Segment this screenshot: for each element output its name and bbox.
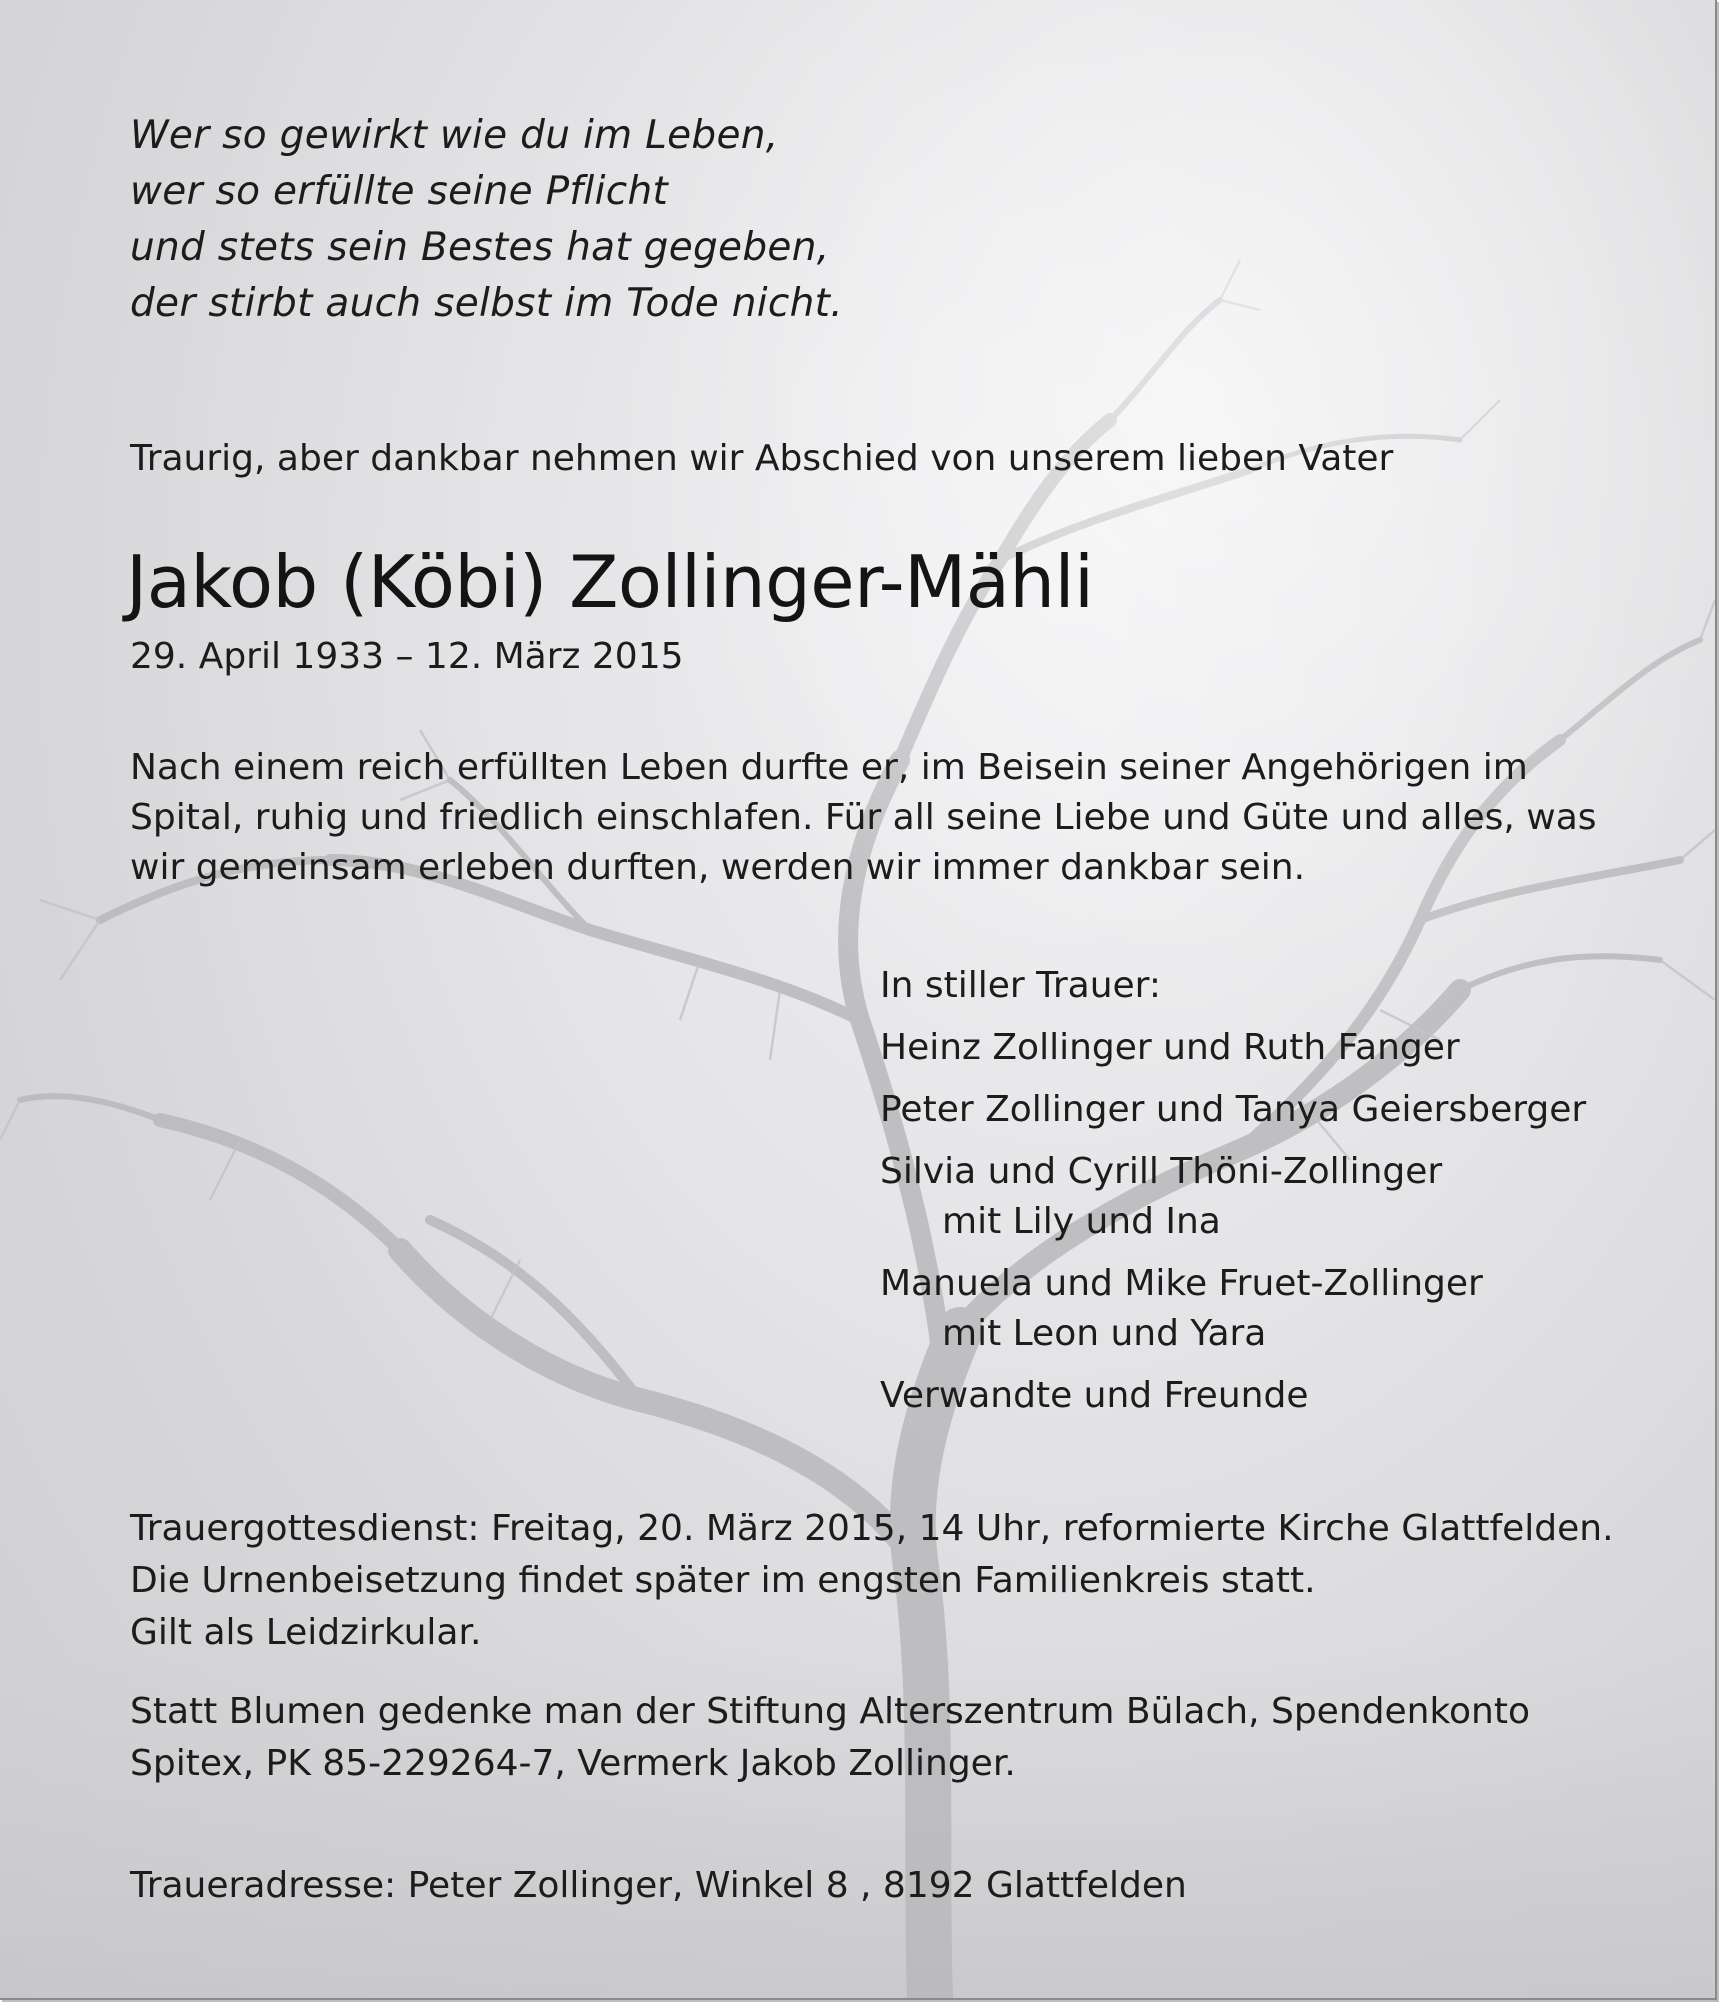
mourner-children: mit Leon und Yara <box>942 1313 1267 1354</box>
mourner-entry: Verwandte und Freunde <box>880 1375 1309 1416</box>
paragraph-line: wir gemeinsam erleben durften, werden wir immer dankbar sein. <box>130 847 1306 888</box>
mourner-entry: Manuela und Mike Fruet-Zollinger <box>880 1263 1483 1304</box>
mourner-entry: Heinz Zollinger und Ruth Fanger <box>880 1027 1460 1068</box>
mourning-address: Traueradresse: Peter Zollinger, Winkel 8 , 8192 Glattfelden <box>130 1865 1187 1906</box>
poem-line: wer so erfüllte seine Pflicht <box>130 169 669 214</box>
deceased-name: Jakob (Köbi) Zollinger-Mähli <box>126 540 1094 624</box>
tribute-paragraph <box>130 743 1597 893</box>
poem-line: der stirbt auch selbst im Tode nicht. <box>130 281 843 326</box>
life-dates: 29. April 1933 – 12. März 2015 <box>130 636 684 677</box>
service-line: Trauergottesdienst: Freitag, 20. März 2015, 14 Uhr, reformierte Kirche Glattfelden. <box>130 1508 1614 1549</box>
service-line: Gilt als Leidzirkular. <box>130 1612 482 1653</box>
funeral-service-info <box>130 1503 1614 1659</box>
memorial-poem <box>130 108 843 332</box>
mourner-entry: Silvia und Cyrill Thöni-Zollinger <box>880 1151 1443 1192</box>
mourner-children: mit Lily und Ina <box>942 1201 1221 1242</box>
paragraph-line: Spital, ruhig und friedlich einschlafen. Für all seine Liebe und Güte und alles, was <box>130 797 1597 838</box>
mourners-list <box>880 961 1586 1433</box>
donation-info <box>130 1686 1530 1790</box>
poem-line: Wer so gewirkt wie du im Leben, <box>130 113 779 158</box>
mourner-entry: Peter Zollinger und Tanya Geiersberger <box>880 1089 1587 1130</box>
donation-line: Spitex, PK 85-229264-7, Vermerk Jakob Zollinger. <box>130 1743 1016 1784</box>
donation-line: Statt Blumen gedenke man der Stiftung Alterszentrum Bülach, Spendenkonto <box>130 1691 1531 1732</box>
service-line: Die Urnenbeisetzung findet später im engsten Familienkreis statt. <box>130 1560 1316 1601</box>
intro-text: Traurig, aber dankbar nehmen wir Abschied von unserem lieben Vater <box>130 438 1394 479</box>
paragraph-line: Nach einem reich erfüllten Leben durfte er, im Beisein seiner Angehörigen im <box>130 747 1528 788</box>
mourners-heading: In stiller Trauer: <box>880 965 1161 1006</box>
poem-line: und stets sein Bestes hat gegeben, <box>130 225 830 270</box>
